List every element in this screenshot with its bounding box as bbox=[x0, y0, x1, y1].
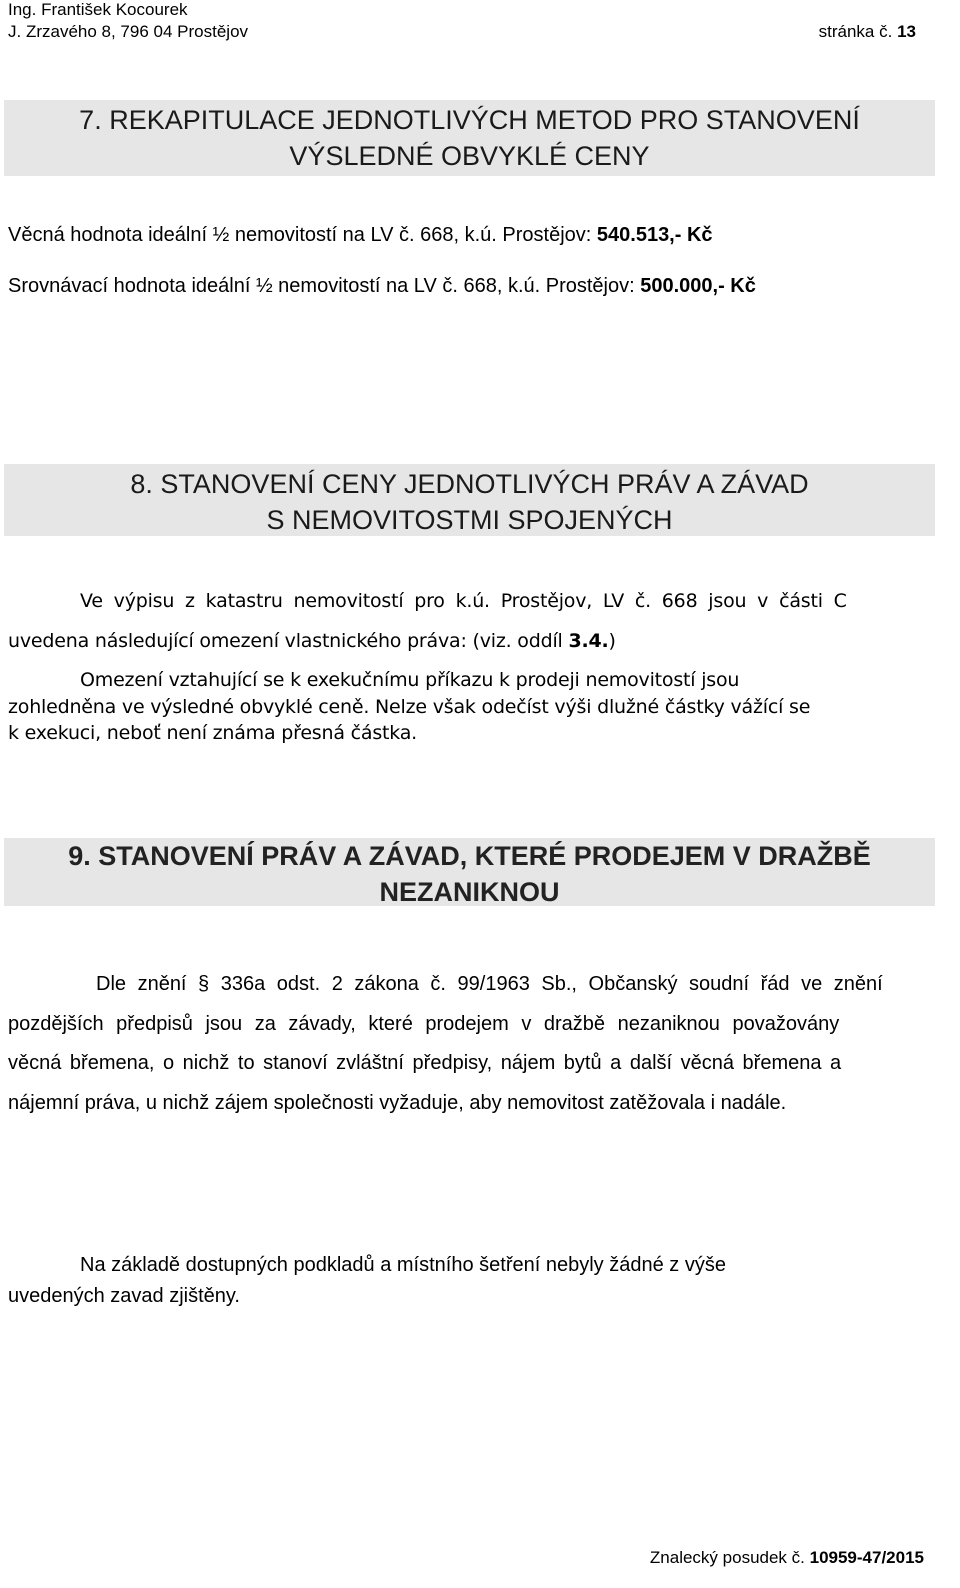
final-line2: uvedených zavad zjištěny. bbox=[8, 1285, 240, 1307]
section9-para-line4: nájemní práva, u nichž zájem společnosti vyžaduje, aby nemovitost zatěžovala i nadále. bbox=[8, 1092, 787, 1114]
section9-para-line1 bbox=[96, 973, 944, 996]
srovnavaci-value: 500.000,- Kč bbox=[640, 275, 756, 297]
srovnavaci-label: Srovnávací hodnota ideální ½ nemovitostí na LV č. 668, k.ú. Prostějov: bbox=[8, 275, 635, 297]
section8-heading bbox=[4, 464, 935, 536]
section7-heading-line1: 7. REKAPITULACE JEDNOTLIVÝCH METOD PRO STANOVENÍ bbox=[79, 105, 860, 135]
header-page bbox=[819, 22, 916, 42]
final-line1: Na základě dostupných podkladů a místního šetření nebyly žádné z výše bbox=[80, 1254, 726, 1276]
section9-para-line3: věcná břemena, o nichž to stanoví zvláštní předpisy, nájem bytů a další věcná břemena a bbox=[8, 1052, 842, 1074]
section7-heading-line2: VÝSLEDNÉ OBVYKLÉ CENY bbox=[289, 141, 650, 171]
para1-line2-ref: 3.4. bbox=[568, 630, 609, 652]
section7-heading bbox=[4, 100, 935, 176]
section9-para-line1-text: Dle znění § 336a odst. 2 zákona č. 99/1963 Sb., Občanský soudní řád ve znění bbox=[96, 973, 883, 995]
header-address: J. Zrzavého 8, 796 04 Prostějov bbox=[8, 22, 249, 41]
footer-label: Znalecký posudek č. bbox=[649, 1548, 805, 1567]
header-author: Ing. František Kocourek bbox=[8, 0, 188, 19]
section7-row-srovnavaci bbox=[8, 275, 756, 298]
section9-heading bbox=[4, 838, 935, 906]
footer-number: 10959-47/2015 bbox=[809, 1548, 924, 1567]
section8-para2-line1: Omezení vztahující se k exekučnímu příkazu k prodeji nemovitostí jsou bbox=[80, 669, 740, 691]
section9-heading-line2: NEZANIKNOU bbox=[379, 877, 560, 907]
para1-line2-text: uvedena následující omezení vlastnického práva: (viz. oddíl bbox=[8, 630, 563, 652]
page-label: stránka č. bbox=[818, 22, 893, 41]
footer bbox=[650, 1548, 924, 1568]
section8-para1-line2 bbox=[8, 630, 616, 652]
section8-para2-line3: k exekuci, neboť není známa přesná částka. bbox=[8, 722, 418, 744]
section9-para-line2: pozdějších předpisů jsou za závady, které prodejem v dražbě nezaniknou považovány bbox=[8, 1013, 840, 1035]
section8-heading-line1: 8. STANOVENÍ CENY JEDNOTLIVÝCH PRÁV A ZÁVAD bbox=[130, 469, 809, 499]
section8-para2-line2: zohledněna ve výsledné obvyklé ceně. Nelze však odečíst výši dlužné částky vážící se bbox=[8, 696, 811, 718]
para1-line2-close: ) bbox=[608, 630, 616, 652]
section8-heading-line2: S NEMOVITOSTMI SPOJENÝCH bbox=[266, 505, 673, 535]
vecna-label: Věcná hodnota ideální ½ nemovitostí na LV č. 668, k.ú. Prostějov: bbox=[8, 224, 592, 246]
vecna-value: 540.513,- Kč bbox=[596, 224, 713, 246]
section9-heading-line1: 9. STANOVENÍ PRÁV A ZÁVAD, KTERÉ PRODEJEM V DRAŽBĚ bbox=[68, 841, 871, 871]
section7-row-vecna bbox=[8, 224, 713, 247]
page-number: 13 bbox=[897, 22, 916, 41]
section8-para1-line1: Ve výpisu z katastru nemovitostí pro k.ú. Prostějov, LV č. 668 jsou v části C bbox=[80, 590, 847, 612]
